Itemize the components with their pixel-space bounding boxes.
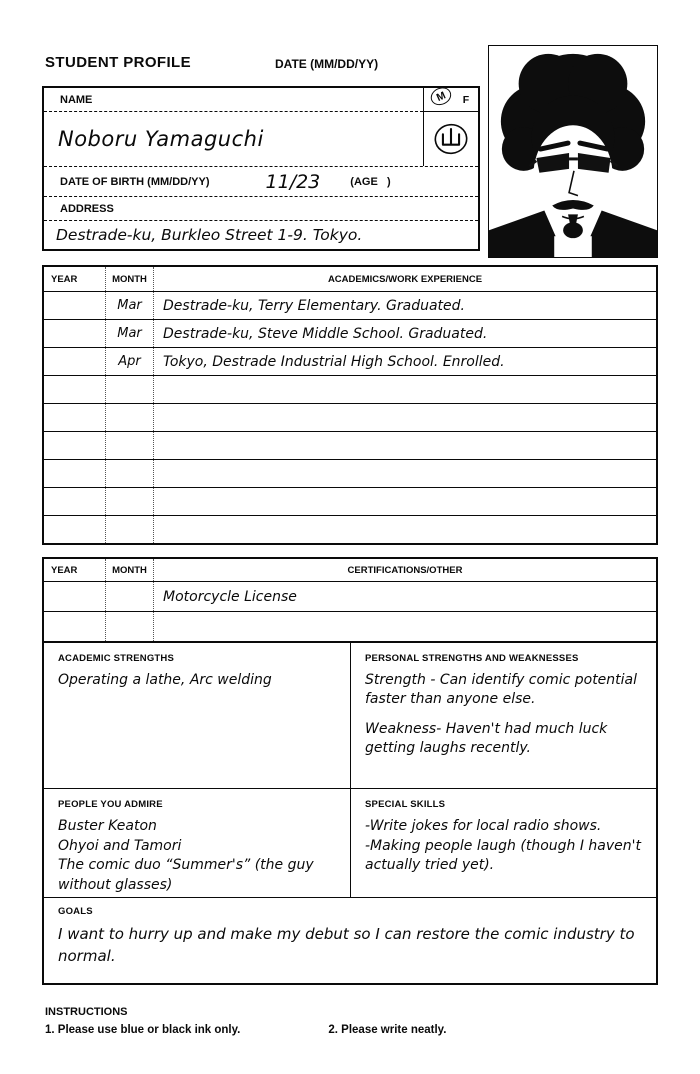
table-row — [44, 320, 656, 348]
dob-label: DATE OF BIRTH (MM/DD/YY) — [60, 175, 210, 188]
entry-cell: Destrade-ku, Terry Elementary. Graduated. — [153, 292, 656, 319]
table-row — [44, 488, 656, 516]
subject-header: CERTIFICATIONS/OTHER — [153, 559, 656, 581]
dob-row — [44, 167, 478, 197]
entry-cell: Motorcycle License — [153, 582, 656, 611]
table-row — [44, 612, 656, 641]
instructions-section — [45, 1006, 645, 1036]
month-cell: Apr — [105, 348, 153, 375]
month-cell — [105, 488, 153, 515]
entry-cell — [153, 404, 656, 431]
year-header: YEAR — [51, 273, 78, 285]
table-row — [44, 516, 656, 543]
entry-cell: Destrade-ku, Steve Middle School. Graduated. — [153, 320, 656, 347]
academic-strengths-label: ACADEMIC STRENGTHS — [58, 653, 175, 664]
entry-cell — [153, 488, 656, 515]
year-cell — [44, 488, 105, 515]
goals-value: I want to hurry up and make my debut so I can restore the comic industry to normal. — [58, 925, 635, 965]
weakness-paragraph: Weakness- Haven't had much luck getting laughs recently. — [365, 720, 608, 756]
table-row — [44, 432, 656, 460]
admire-line: Buster Keaton — [58, 818, 157, 834]
year-cell — [44, 348, 105, 375]
entry-cell — [153, 432, 656, 459]
dob-value: 11/23 — [265, 170, 321, 193]
academic-strengths-value: Operating a lathe, Arc welding — [58, 672, 272, 688]
address-value: Destrade-ku, Burkleo Street 1-9. Tokyo. — [56, 225, 363, 244]
profile-name-section — [44, 88, 478, 167]
gender-male-label: M — [434, 88, 448, 104]
name-label: NAME — [44, 88, 423, 112]
page-title: STUDENT PROFILE — [45, 54, 192, 71]
year-cell — [44, 320, 105, 347]
student-portrait-icon — [489, 46, 657, 257]
table-row — [44, 404, 656, 432]
month-cell — [105, 516, 153, 543]
gender-checkbox-cell — [424, 88, 478, 112]
month-cell: Mar — [105, 320, 153, 347]
admire-line: The comic duo “Summer's” (the guy without glasses) — [58, 857, 314, 893]
year-cell — [44, 612, 105, 641]
table-row — [44, 376, 656, 404]
gender-stamp-column — [423, 88, 478, 166]
name-column — [44, 88, 423, 166]
yama-kanji-seal-icon — [432, 120, 470, 158]
special-skills-label: SPECIAL SKILLS — [365, 799, 446, 810]
strengths-bottom-row — [44, 789, 656, 898]
month-cell — [105, 404, 153, 431]
entry-cell — [153, 376, 656, 403]
year-cell — [44, 432, 105, 459]
year-cell — [44, 460, 105, 487]
special-skills-section — [350, 789, 656, 897]
certifications-table-header — [44, 559, 656, 582]
month-header: MONTH — [105, 267, 153, 291]
profile-info-box — [42, 86, 480, 251]
instructions-items — [45, 1024, 645, 1036]
month-cell: Mar — [105, 292, 153, 319]
month-cell — [105, 612, 153, 641]
table-row — [44, 582, 656, 612]
academics-table-header — [44, 267, 656, 292]
strengths-top-row — [44, 643, 656, 789]
table-row — [44, 348, 656, 376]
strengths-goals-box — [42, 641, 658, 985]
gender-female-label: F — [462, 93, 470, 106]
name-seal-stamp — [424, 112, 478, 166]
personal-strengths-section — [350, 643, 656, 788]
entry-cell — [153, 612, 656, 641]
year-cell — [44, 404, 105, 431]
instructions-label: INSTRUCTIONS — [45, 1006, 128, 1018]
instruction-item: 2. Please write neatly. — [328, 1024, 447, 1036]
year-cell — [44, 582, 105, 611]
gender-male-circled — [428, 84, 454, 108]
instruction-item: 1. Please use blue or black ink only. — [45, 1024, 241, 1036]
year-cell — [44, 376, 105, 403]
strength-paragraph: Strength - Can identify comic potential faster than anyone else. — [365, 672, 638, 707]
goals-section — [44, 898, 656, 983]
table-row — [44, 292, 656, 320]
name-value: Noboru Yamaguchi — [58, 127, 264, 151]
entry-cell — [153, 516, 656, 543]
month-cell — [105, 460, 153, 487]
month-cell — [105, 582, 153, 611]
year-cell — [44, 292, 105, 319]
year-header: YEAR — [51, 564, 78, 576]
entry-cell — [153, 460, 656, 487]
address-label: ADDRESS — [44, 197, 478, 221]
student-photo — [488, 45, 658, 258]
table-row — [44, 460, 656, 488]
skill-line: -Write jokes for local radio shows. — [365, 818, 602, 834]
personal-strengths-label: PERSONAL STRENGTHS AND WEAKNESSES — [365, 653, 579, 664]
certifications-table — [42, 557, 658, 643]
academics-table — [42, 265, 658, 545]
month-cell — [105, 432, 153, 459]
year-cell — [44, 516, 105, 543]
date-field-label: DATE (MM/DD/YY) — [275, 57, 379, 71]
skill-line: -Making people laugh (though I haven't actually tried yet). — [365, 837, 641, 874]
goals-label: GOALS — [58, 906, 93, 917]
entry-cell: Tokyo, Destrade Industrial High School. Enrolled. — [153, 348, 656, 375]
academic-strengths-section — [44, 643, 350, 788]
month-cell — [105, 376, 153, 403]
age-label: (AGE ) — [350, 175, 391, 188]
subject-header: ACADEMICS/WORK EXPERIENCE — [153, 267, 656, 291]
month-header: MONTH — [105, 559, 153, 581]
admire-line: Ohyoi and Tamori — [58, 837, 182, 854]
people-you-admire-section — [44, 789, 350, 897]
people-you-admire-label: PEOPLE YOU ADMIRE — [58, 799, 163, 810]
